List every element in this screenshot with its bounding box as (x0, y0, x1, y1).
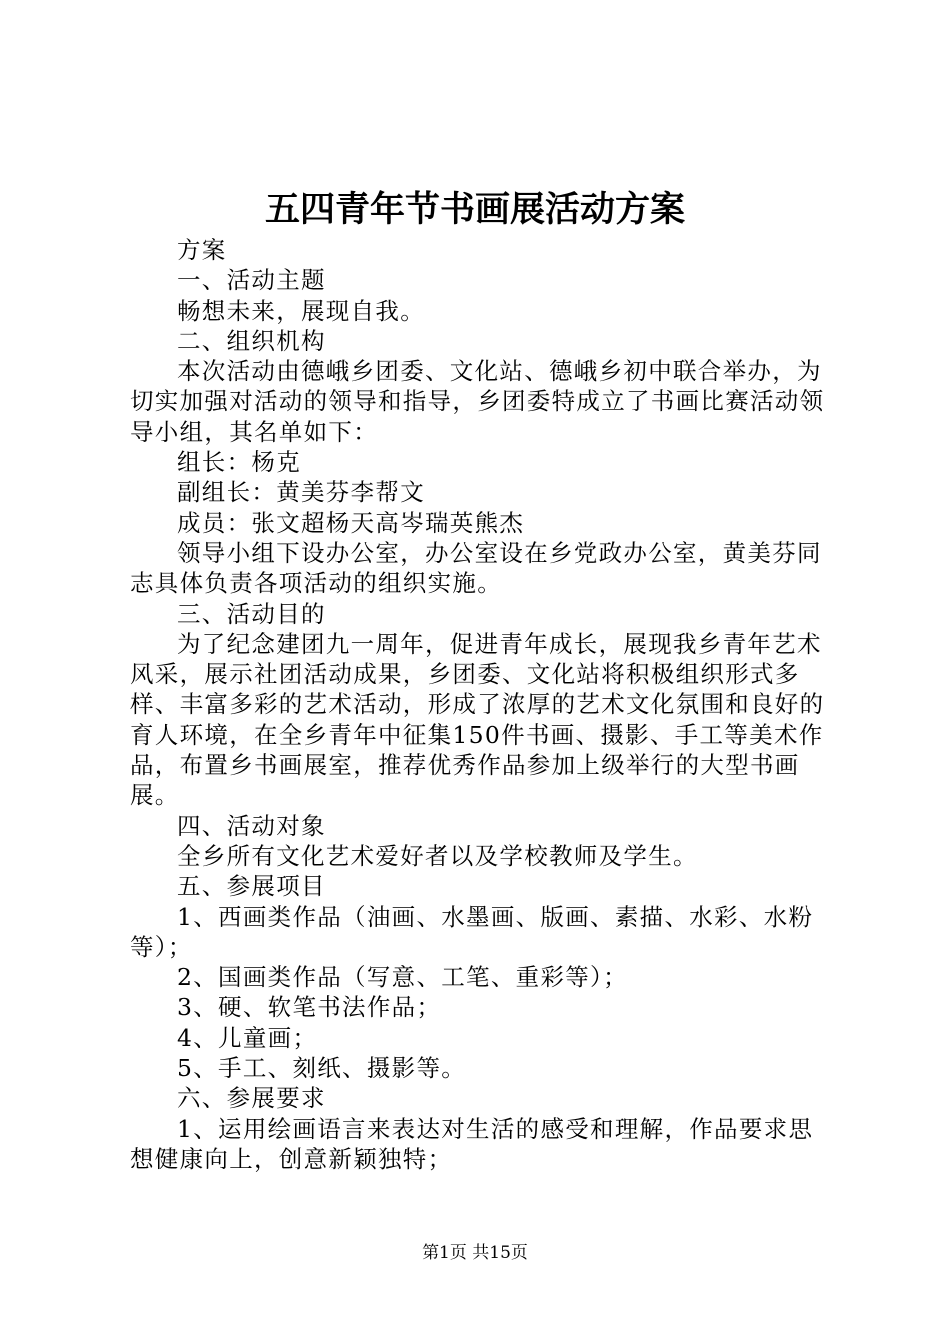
paragraph: 领导小组下设办公室，办公室设在乡党政办公室，黄美芬同志具体负责各项活动的组织实施。 (130, 538, 822, 598)
list-item: 1、西画类作品（油画、水墨画、版画、素描、水彩、水粉等）； (130, 902, 814, 961)
paragraph: 本次活动由德峨乡团委、文化站、德峨乡初中联合举办，为切实加强对活动的领导和指导，乡团委特成立了书画比赛活动领导小组，其名单如下： (130, 357, 825, 446)
document-body (130, 235, 830, 1174)
paragraph: 方案 (177, 236, 227, 264)
list-item: 1、运用绘画语言来表达对生活的感受和理解，作品要求思想健康向上，创意新颖独特； (130, 1114, 814, 1173)
page-footer: 第1页 共15页 (422, 1243, 528, 1263)
list-item: 4、儿童画； (177, 1023, 318, 1052)
list-item: 3、硬、软笔书法作品； (177, 993, 442, 1022)
section-heading: 六、参展要求 (177, 1084, 326, 1113)
paragraph: 为了纪念建团九一周年，促进青年成长，展现我乡青年艺术风采，展示社团活动成果，乡团委、文化站将积极组织形式多样、丰富多彩的艺术活动，形成了浓厚的艺术文化氛围和良好的育人环境，在全乡青年中征集150件书画、摄影、手工等美术作品，布置乡书画展室，推荐优秀作品参加上级举行的大型书画展。 (130, 629, 825, 810)
section-heading: 五、参展项目 (177, 872, 326, 901)
section-heading: 四、活动对象 (177, 811, 326, 840)
list-item: 5、手工、刻纸、摄影等。 (177, 1054, 467, 1083)
paragraph: 全乡所有文化艺术爱好者以及学校教师及学生。 (177, 841, 698, 870)
paragraph: 成员：张文超杨天高岑瑞英熊杰 (177, 508, 525, 537)
list-item: 2、国画类作品（写意、工笔、重彩等）； (177, 963, 628, 992)
section-heading: 三、活动目的 (177, 599, 326, 628)
section-heading: 一、活动主题 (177, 266, 326, 295)
paragraph: 组长：杨克 (177, 448, 301, 477)
paragraph: 副组长：黄美芬李帮文 (177, 478, 425, 507)
page-title: 五四青年节书画展活动方案 (264, 189, 685, 230)
section-heading: 二、组织机构 (177, 326, 326, 355)
paragraph: 畅想未来，展现自我。 (177, 296, 425, 325)
